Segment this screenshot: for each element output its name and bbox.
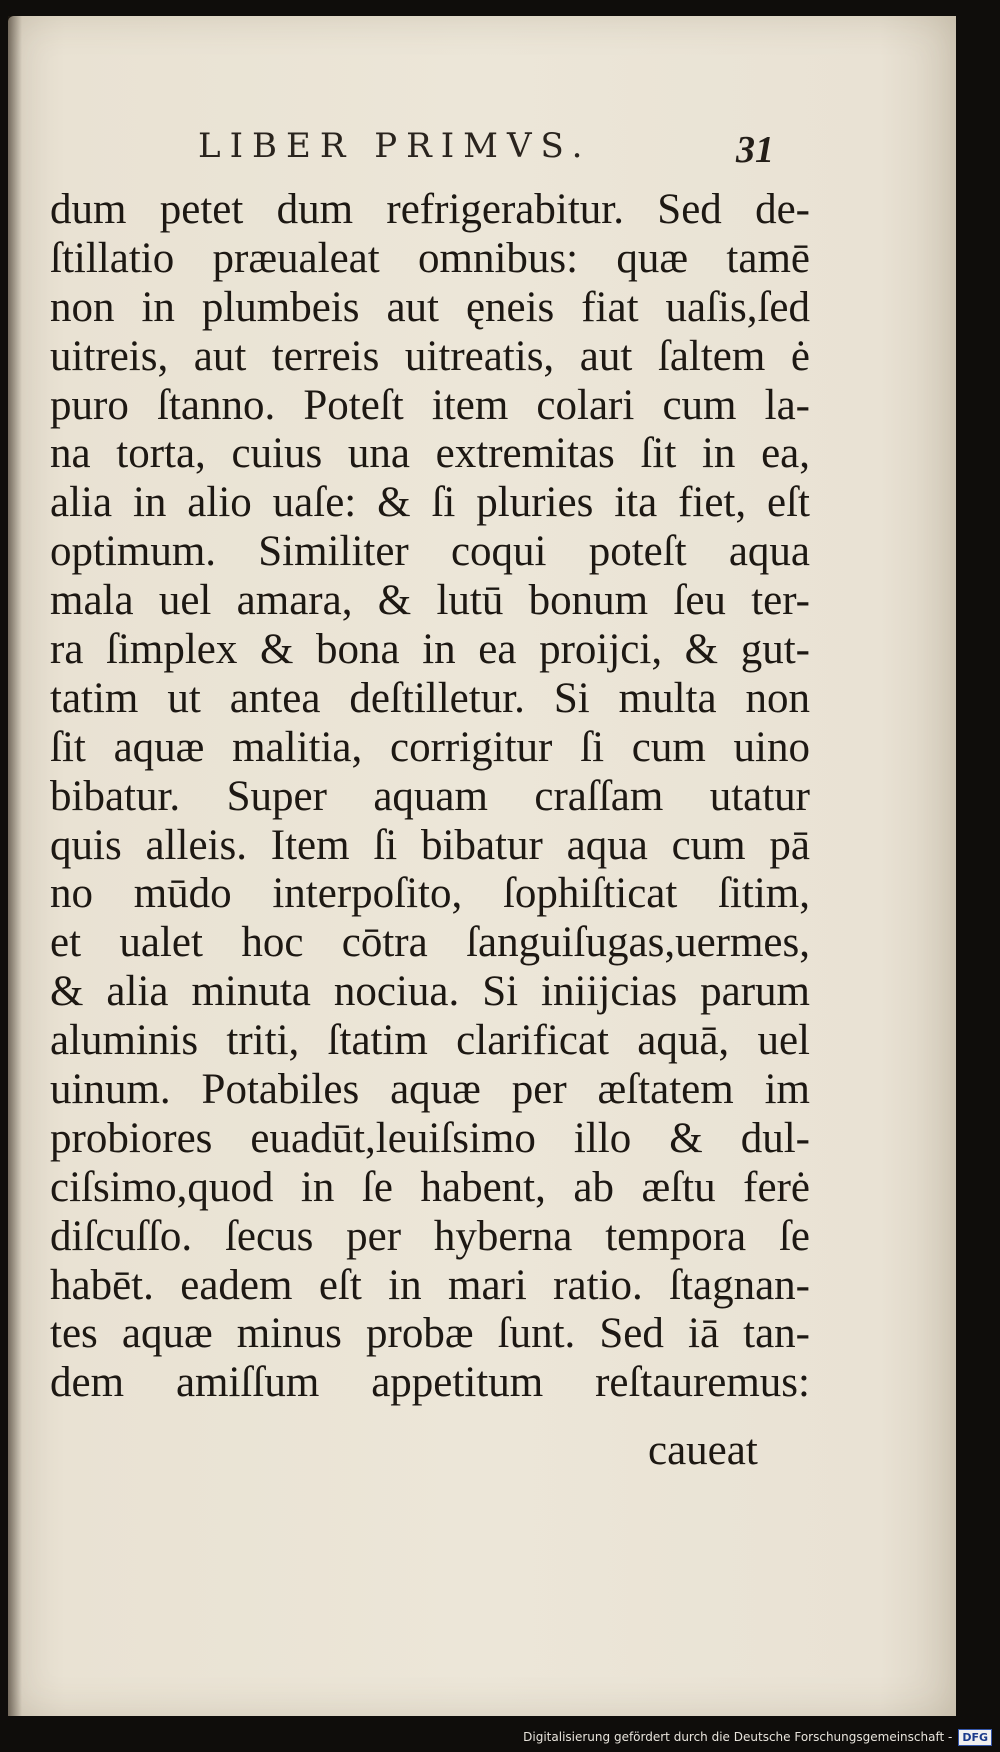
text-line: uinum. Potabiles aquæ per æſtatem im [50, 1066, 810, 1114]
text-line: probiores euadūt,leuiſsimo illo & dul- [50, 1114, 810, 1162]
text-line: no mūdo interpoſito, ſophiſticat ſitim, [50, 870, 810, 918]
text-line: & alia minuta nociua. Si iniijcias parum [50, 968, 810, 1016]
book-page [8, 16, 956, 1716]
catchword: caueat [648, 1427, 758, 1474]
text-line: alia in alio uaſe: & ſi pluries ita fiet, eſt [50, 479, 810, 527]
text-line: et ualet hoc cōtra ſanguiſugas,uermes, [50, 919, 810, 967]
text-line: mala uel amara, & lutū bonum ſeu ter- [50, 577, 810, 625]
digitization-credit [523, 1726, 992, 1748]
dfg-logo-icon: DFG [958, 1729, 992, 1746]
page-number: 31 [736, 129, 774, 171]
text-line: tatim ut antea deſtilletur. Si multa non [50, 674, 810, 722]
text-line: ſtillatio præualeat omnibus: quæ tamē [50, 234, 810, 282]
text-line: tes aquæ minus probæ ſunt. Sed iā tan- [50, 1310, 810, 1358]
running-head: LIBER PRIMVS. [198, 126, 592, 166]
body-text [50, 186, 810, 1408]
text-line: dum petet dum refrigerabitur. Sed de- [50, 186, 810, 233]
text-line: habēt. eadem eſt in mari ratio. ſtagnan- [50, 1261, 810, 1309]
text-line: diſcuſſo. ſecus per hyberna tempora ſe [50, 1212, 810, 1260]
text-line: quis alleis. Item ſi bibatur aqua cum pā [50, 821, 810, 869]
text-line: aluminis triti, ſtatim clarificat aquā, uel [50, 1017, 810, 1065]
text-line: bibatur. Super aquam craſſam utatur [50, 772, 810, 820]
credit-text: Digitalisierung gefördert durch die Deutsche Forschungsgemeinschaft - [523, 1730, 953, 1744]
text-line: ciſsimo,quod in ſe habent, ab æſtu ferė [50, 1163, 810, 1211]
text-line: uitreis, aut terreis uitreatis, aut ſaltem ė [50, 332, 810, 380]
text-line: ſit aquæ malitia, corrigitur ſi cum uino [50, 723, 810, 771]
page-header [8, 126, 956, 176]
text-line: optimum. Similiter coqui poteſt aqua [50, 528, 810, 576]
text-line: non in plumbeis aut ęneis fiat uaſis,ſed [50, 283, 810, 331]
text-line: puro ſtanno. Poteſt item colari cum la- [50, 381, 810, 429]
text-line: ra ſimplex & bona in ea proijci, & gut- [50, 626, 810, 674]
text-line: dem amiſſum appetitum reſtauremus: [50, 1359, 810, 1407]
text-line: na torta, cuius una extremitas ſit in ea, [50, 430, 810, 478]
